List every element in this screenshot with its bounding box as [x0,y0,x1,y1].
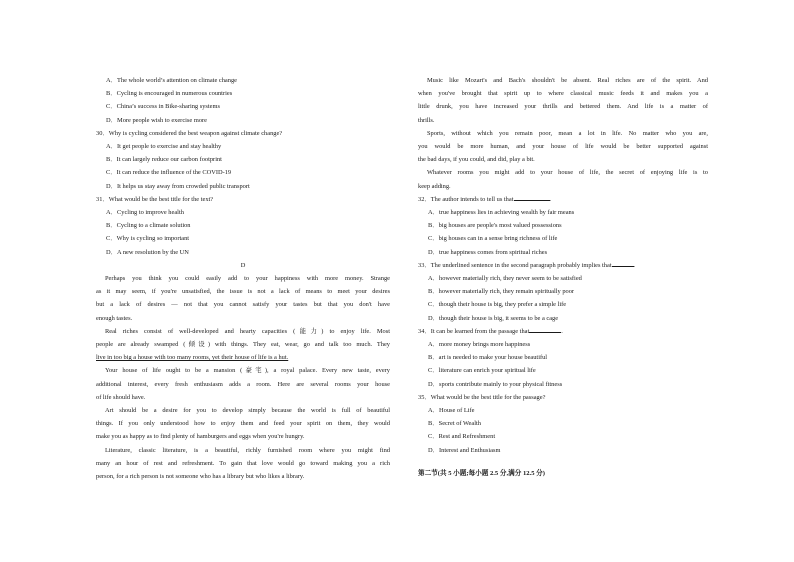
right_column-line-text: B．Secret of Wealth [428,420,481,428]
left_column-line [96,193,390,206]
right-column-lines [418,74,708,457]
right_column-line-text: B．however materially rich, they remain spiritually poor [428,288,575,296]
right_column-line-text: A．however materially rich, they never seem to be satisfied [428,275,582,283]
right_column-line [418,430,708,443]
left_column-line [96,140,390,153]
right_column-line [418,259,708,272]
left_column-line-text: many an hour of rest and refreshment. To gain that love would go toward making you a rich [96,459,390,467]
right_column-line-text: A．House of Life [428,407,475,415]
right_column-line-text: D．true happiness comes from spiritual riches [428,248,548,256]
right_column-line [418,193,708,206]
left_column-line-text: C．It can reduce the influence of the COVID-19 [106,169,232,177]
right_column-line-text: keep adding. [418,182,451,190]
left_column-line [96,153,390,166]
right_column-line-text: when you've brought that spirit up to where classical music feeds it and makes you a [418,90,708,98]
left_column-line-text: people are already swamped (倾设) with things. They eat, wear, go and talk too much. They [96,341,390,349]
answer-blank-period: . [549,195,552,203]
right_column-line-text: Music like Mozart's and Bach's shouldn't be absent. Real riches are of the spirit. And [427,77,708,84]
right_column-line-text: 33．The underlined sentence in the second paragraph probably implies that [418,261,612,269]
right_column-line [418,153,708,166]
right_column-line [418,285,708,298]
right_column-line-text: 34．It can be learned from the passage that [418,327,530,335]
right_column-line-text: Whatever rooms you might add to your house of life, the secret of enjoying life is to [427,169,708,177]
right_column-line-text: B．big houses are people's most valued possessions [428,222,562,230]
left_column-line-text: as it may seem, if you're unsatisfied, the issue is not a lack of means to meet your desires [96,288,390,296]
left_column-line-text: C．China’s success in Bike-sharing systems [106,103,220,111]
left_column-line-text: D [240,261,246,269]
right_column-line [418,351,708,364]
answer-blank-period: . [633,261,636,269]
right_column-line-text: D．though their house is big, it seems to be a cage [428,314,559,322]
right_column-line-text: you would be more human, and your house of life would be better supported against [418,143,708,151]
left_column-line-text: Real riches consist of well-developed and hearty capacities (能力) to enjoy life. Most [105,327,390,335]
left_column-line [96,391,390,404]
left_column-line [96,259,390,272]
section-heading: 第二节(共 5 小题;每小题 2.5 分,满分 12.5 分) [418,469,545,477]
left_column-line [96,338,390,351]
right_column-line-text: 32．The author intends to tell us that [418,195,514,203]
left_column-line [96,457,390,470]
left_column-line-text: enough tastes. [96,314,133,322]
left-column [96,74,390,483]
left_column-line [96,272,390,285]
left_column-line [96,470,390,483]
left_column-line [96,430,390,443]
left_column-line-text: C．Why is cycling so important [106,235,190,243]
right_column-line [418,166,708,179]
left_column-line [96,232,390,245]
left_column-line-text: but a lack of desires — not that you cannot satisfy your tastes but that you don't have [96,301,390,309]
left_column-line [96,206,390,219]
left_column-line-text: D．It helps us stay away from crowded public transport [106,182,250,190]
left_column-line [96,166,390,179]
right_column-line [418,272,708,285]
left_column-line [96,378,390,391]
right_column-line [418,298,708,311]
left_column-line [96,219,390,232]
right_column-line [418,325,708,338]
right_column-line [418,74,708,87]
left_column-line-text: B．Cycling to a climate solution [106,222,191,230]
left_column-line [96,351,390,364]
left_column-line-text: Perhaps you think you could easily add to your happiness with more money. Strange [105,275,390,283]
left_column-line [96,364,390,377]
left_column-line-text: things. If you only understood how to enjoy them and feed your spirit on them, they would [96,420,390,428]
answer-blank-period: . [561,327,563,335]
left_column-line [96,312,390,325]
right_column-line [418,364,708,377]
right_column-line [418,404,708,417]
left_column-line-text: additional interest, every fresh enthusiasm adds a room. Here are several rooms your house [96,380,390,388]
right_column-line [418,206,708,219]
left_column-line-text: live in too big a house with too many rooms, yet their house of life is a hut. [96,354,289,362]
right_column-line-text: A．more money brings more happiness [428,341,531,349]
right_column-line [418,246,708,259]
left_column-line [96,285,390,298]
left_column-line-text: B．Cycling is encouraged in numerous countries [106,90,233,98]
right_column-line [418,338,708,351]
left_column-line [96,404,390,417]
left_column-line-text: make you as happy as to find plenty of hamburgers and eggs when you're hungry. [96,433,305,441]
right_column-line [418,444,708,457]
right_column-line-text: C．big houses can in a sense bring richness of life [428,235,558,243]
right_column-line-text: B．art is needed to make your house beautiful [428,354,548,362]
right_column-line [418,114,708,127]
right_column-line-text: A．true happiness lies in achieving wealth by fair means [428,209,575,217]
left_column-line-text: Your house of life ought to be a mansion (豪宅), a royal palace. Every new taste, every [105,367,390,375]
answer-blank [612,260,634,267]
left_column-line [96,114,390,127]
right-column [418,74,708,480]
right_column-line-text: thrills. [418,116,435,124]
left_column-line [96,100,390,113]
left_column-line [96,87,390,100]
right_column-line [418,180,708,193]
left_column-line [96,74,390,87]
right_column-line-text: the bad days, if you could, and did, play a bit. [418,156,535,164]
right_column-line [418,127,708,140]
left_column-line-text: A．It get people to exercise and stay healthy [106,143,222,151]
right_column-line-text: D．sports contribute mainly to your physical fitness [428,380,563,388]
left_column-line-text: 31．What would be the best title for the text? [96,195,214,203]
left_column-line-text: A．Cycling to improve health [106,209,184,217]
right_column-line [418,232,708,245]
left_column-line [96,246,390,259]
right_column-line [418,219,708,232]
left_column-line-text: B．It can largely reduce our carbon footprint [106,156,222,164]
right_column-line-text: C．Rest and Refreshment [428,433,496,441]
right_column-line-text: C．literature can enrich your spiritual life [428,367,536,375]
left_column-line-text: person, for a rich person is not someone who has a library but who likes a library. [96,473,305,481]
left_column-line-text: 30．Why is cycling considered the best weapon against climate change? [96,129,283,137]
left_column-line-text: D．A new resolution by the UN [106,248,189,256]
right_column-line [418,391,708,404]
left_column-line [96,417,390,430]
right_column-line [418,417,708,430]
left_column-line-text: D．More people wish to exercise more [106,116,207,124]
answer-blank [529,326,561,333]
answer-blank [514,194,550,201]
left_column-line [96,298,390,311]
right_column-line-text: little drunk, you have increased your thrills and bettered them. And life is a matter of [418,103,708,111]
left_column-line [96,180,390,193]
right_column-line [418,312,708,325]
left_column-line-text: of life should have. [96,393,146,401]
right_column-line [418,87,708,100]
right_column-line-text: C．though their house is big, they prefer a simple life [428,301,567,309]
right_column-line-text: 35．What would be the best title for the passage? [418,393,546,401]
left_column-line [96,444,390,457]
left_column-line-text: Literature, classic literature, is a beautiful, richly furnished room where you might find [105,446,390,454]
left_column-line [96,325,390,338]
right_column-line [418,378,708,391]
right_column-line-text: Sports, without which you remain poor, mean a lot in life. No matter who you are, [427,129,708,137]
right_column-line [418,100,708,113]
left_column-line [96,127,390,140]
left_column-line-text: Art should be a desire for you to develop simply because the world is full of beautiful [105,407,390,415]
right_column-line-text: D．Interest and Enthusiasm [428,446,501,454]
left_column-line-text: A．The whole world’s attention on climate change [106,77,237,84]
right_column-line [418,140,708,153]
